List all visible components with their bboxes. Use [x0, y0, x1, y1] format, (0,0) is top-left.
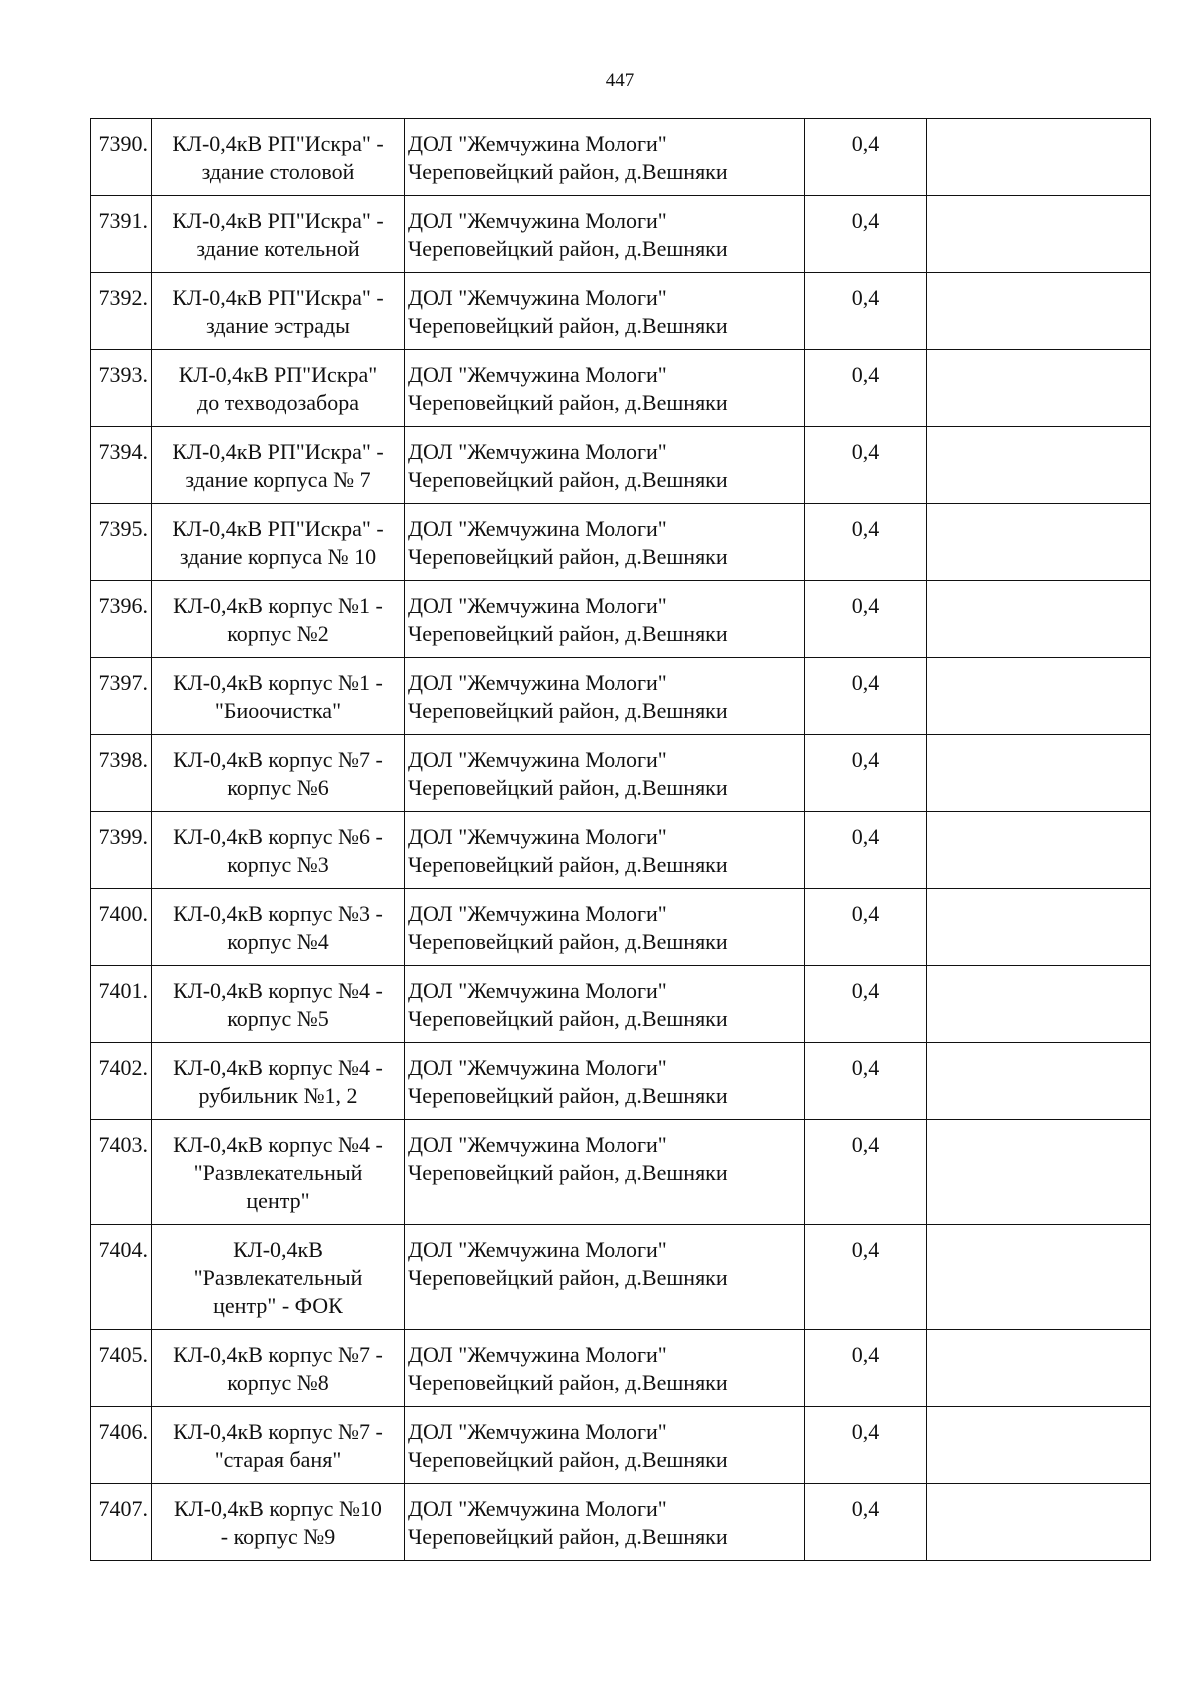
- cable-line-name: [152, 658, 405, 735]
- location-line: Череповейцкий район, д.Вешняки: [408, 544, 728, 569]
- table-row: [91, 1225, 1151, 1330]
- voltage-kv: 0,4: [805, 1120, 927, 1225]
- voltage-kv: 0,4: [805, 1043, 927, 1120]
- location: [405, 1043, 805, 1120]
- location-line: Череповейцкий район, д.Вешняки: [408, 929, 728, 954]
- table-row: [91, 273, 1151, 350]
- table-row: [91, 1043, 1151, 1120]
- table-row: [91, 1120, 1151, 1225]
- table-row: [91, 350, 1151, 427]
- cable-line-name-line: - корпус №9: [220, 1524, 336, 1549]
- cable-line-name-line: рубильник №1, 2: [198, 1083, 358, 1108]
- cable-line-name: [152, 1330, 405, 1407]
- cable-line-name: [152, 1407, 405, 1484]
- location-line: ДОЛ "Жемчужина Мологи": [408, 1237, 667, 1262]
- cable-line-name: [152, 196, 405, 273]
- table-row: [91, 504, 1151, 581]
- location: [405, 735, 805, 812]
- table-row: [91, 889, 1151, 966]
- location-line: Череповейцкий район, д.Вешняки: [408, 313, 728, 338]
- cable-line-name: [152, 119, 405, 196]
- row-number: 7392.: [91, 273, 152, 350]
- location-line: Череповейцкий район, д.Вешняки: [408, 775, 728, 800]
- row-number: 7390.: [91, 119, 152, 196]
- cable-line-name-line: КЛ-0,4кВ: [233, 1237, 323, 1262]
- empty-cell: [927, 119, 1151, 196]
- table-row: [91, 735, 1151, 812]
- empty-cell: [927, 1407, 1151, 1484]
- cable-line-name-line: "Развлекательный: [193, 1160, 363, 1185]
- cable-line-name-line: корпус №3: [227, 852, 329, 877]
- row-number: 7405.: [91, 1330, 152, 1407]
- location-line: ДОЛ "Жемчужина Мологи": [408, 901, 667, 926]
- cable-line-name-line: корпус №6: [227, 775, 329, 800]
- row-number: 7399.: [91, 812, 152, 889]
- location-line: ДОЛ "Жемчужина Мологи": [408, 1132, 667, 1157]
- row-number: 7398.: [91, 735, 152, 812]
- empty-cell: [927, 1043, 1151, 1120]
- row-number: 7402.: [91, 1043, 152, 1120]
- empty-cell: [927, 196, 1151, 273]
- empty-cell: [927, 1225, 1151, 1330]
- voltage-kv: 0,4: [805, 966, 927, 1043]
- location: [405, 427, 805, 504]
- voltage-kv: 0,4: [805, 812, 927, 889]
- cable-line-name-line: корпус №5: [227, 1006, 329, 1031]
- empty-cell: [927, 658, 1151, 735]
- voltage-kv: 0,4: [805, 119, 927, 196]
- location: [405, 1484, 805, 1561]
- cable-line-name-line: здание столовой: [201, 159, 355, 184]
- voltage-kv: 0,4: [805, 1407, 927, 1484]
- cable-line-name-line: здание корпуса № 7: [185, 467, 371, 492]
- location-line: Череповейцкий район, д.Вешняки: [408, 1265, 728, 1290]
- location-line: ДОЛ "Жемчужина Мологи": [408, 208, 667, 233]
- location-line: Череповейцкий район, д.Вешняки: [408, 236, 728, 261]
- location: [405, 812, 805, 889]
- voltage-kv: 0,4: [805, 1225, 927, 1330]
- cable-line-name-line: КЛ-0,4кВ корпус №1 -: [173, 593, 383, 618]
- cable-lines-table: [90, 118, 1151, 1561]
- cable-line-name-line: корпус №4: [227, 929, 329, 954]
- location-line: Череповейцкий район, д.Вешняки: [408, 1370, 728, 1395]
- cable-line-name-line: корпус №8: [227, 1370, 329, 1395]
- location-line: ДОЛ "Жемчужина Мологи": [408, 1496, 667, 1521]
- empty-cell: [927, 504, 1151, 581]
- voltage-kv: 0,4: [805, 196, 927, 273]
- table-row: [91, 119, 1151, 196]
- empty-cell: [927, 966, 1151, 1043]
- empty-cell: [927, 427, 1151, 504]
- location: [405, 1330, 805, 1407]
- location-line: ДОЛ "Жемчужина Мологи": [408, 516, 667, 541]
- row-number: 7401.: [91, 966, 152, 1043]
- cable-line-name: [152, 1484, 405, 1561]
- location: [405, 966, 805, 1043]
- table-body: [91, 119, 1151, 1561]
- voltage-kv: 0,4: [805, 350, 927, 427]
- location-line: Череповейцкий район, д.Вешняки: [408, 467, 728, 492]
- location-line: ДОЛ "Жемчужина Мологи": [408, 439, 667, 464]
- row-number: 7397.: [91, 658, 152, 735]
- location: [405, 196, 805, 273]
- cable-line-name-line: КЛ-0,4кВ корпус №4 -: [173, 1055, 383, 1080]
- cable-line-name-line: КЛ-0,4кВ корпус №7 -: [173, 1342, 383, 1367]
- location-line: Череповейцкий район, д.Вешняки: [408, 698, 728, 723]
- voltage-kv: 0,4: [805, 1330, 927, 1407]
- row-number: 7396.: [91, 581, 152, 658]
- location-line: Череповейцкий район, д.Вешняки: [408, 621, 728, 646]
- location: [405, 504, 805, 581]
- cable-line-name: [152, 350, 405, 427]
- location: [405, 1407, 805, 1484]
- cable-line-name: [152, 735, 405, 812]
- table-row: [91, 966, 1151, 1043]
- cable-line-name-line: центр" - ФОК: [213, 1293, 343, 1318]
- cable-line-name-line: КЛ-0,4кВ РП"Искра" -: [172, 131, 384, 156]
- cable-line-name-line: КЛ-0,4кВ РП"Искра" -: [172, 208, 384, 233]
- location-line: ДОЛ "Жемчужина Мологи": [408, 824, 667, 849]
- voltage-kv: 0,4: [805, 504, 927, 581]
- cable-line-name-line: здание котельной: [196, 236, 360, 261]
- location-line: ДОЛ "Жемчужина Мологи": [408, 362, 667, 387]
- cable-line-name: [152, 1120, 405, 1225]
- location-line: ДОЛ "Жемчужина Мологи": [408, 131, 667, 156]
- cable-line-name: [152, 1225, 405, 1330]
- row-number: 7393.: [91, 350, 152, 427]
- cable-line-name-line: КЛ-0,4кВ корпус №3 -: [173, 901, 383, 926]
- table-row: [91, 812, 1151, 889]
- cable-line-name-line: "Развлекательный: [193, 1265, 363, 1290]
- location-line: ДОЛ "Жемчужина Мологи": [408, 1419, 667, 1444]
- cable-line-name: [152, 1043, 405, 1120]
- row-number: 7404.: [91, 1225, 152, 1330]
- location-line: Череповейцкий район, д.Вешняки: [408, 1524, 728, 1549]
- cable-line-name-line: "старая баня": [214, 1447, 342, 1472]
- empty-cell: [927, 1330, 1151, 1407]
- voltage-kv: 0,4: [805, 1484, 927, 1561]
- cable-line-name-line: КЛ-0,4кВ РП"Искра" -: [172, 285, 384, 310]
- location-line: ДОЛ "Жемчужина Мологи": [408, 670, 667, 695]
- location: [405, 889, 805, 966]
- voltage-kv: 0,4: [805, 735, 927, 812]
- location-line: ДОЛ "Жемчужина Мологи": [408, 1055, 667, 1080]
- cable-line-name-line: "Биоочистка": [214, 698, 342, 723]
- empty-cell: [927, 812, 1151, 889]
- location-line: ДОЛ "Жемчужина Мологи": [408, 978, 667, 1003]
- location: [405, 581, 805, 658]
- location-line: Череповейцкий район, д.Вешняки: [408, 1160, 728, 1185]
- empty-cell: [927, 273, 1151, 350]
- cable-line-name-line: центр": [246, 1188, 310, 1213]
- voltage-kv: 0,4: [805, 889, 927, 966]
- cable-line-name-line: КЛ-0,4кВ корпус №7 -: [173, 1419, 383, 1444]
- empty-cell: [927, 1484, 1151, 1561]
- location-line: ДОЛ "Жемчужина Мологи": [408, 285, 667, 310]
- cable-line-name: [152, 581, 405, 658]
- location-line: ДОЛ "Жемчужина Мологи": [408, 747, 667, 772]
- row-number: 7400.: [91, 889, 152, 966]
- table-row: [91, 196, 1151, 273]
- cable-line-name-line: КЛ-0,4кВ корпус №10: [174, 1496, 382, 1521]
- cable-line-name: [152, 273, 405, 350]
- empty-cell: [927, 735, 1151, 812]
- table-row: [91, 427, 1151, 504]
- cable-line-name-line: до техводозабора: [197, 390, 359, 415]
- empty-cell: [927, 889, 1151, 966]
- location-line: ДОЛ "Жемчужина Мологи": [408, 593, 667, 618]
- table-row: [91, 1484, 1151, 1561]
- cable-line-name-line: КЛ-0,4кВ корпус №4 -: [173, 1132, 383, 1157]
- cable-line-name-line: здание эстрады: [206, 313, 350, 338]
- row-number: 7406.: [91, 1407, 152, 1484]
- location: [405, 658, 805, 735]
- cable-line-name-line: КЛ-0,4кВ РП"Искра": [178, 362, 378, 387]
- cable-line-name-line: здание корпуса № 10: [179, 544, 377, 569]
- table-row: [91, 1330, 1151, 1407]
- cable-line-name-line: КЛ-0,4кВ корпус №4 -: [173, 978, 383, 1003]
- location-line: Череповейцкий район, д.Вешняки: [408, 1083, 728, 1108]
- cable-line-name: [152, 889, 405, 966]
- location-line: Череповейцкий район, д.Вешняки: [408, 1447, 728, 1472]
- location: [405, 350, 805, 427]
- cable-line-name-line: КЛ-0,4кВ РП"Искра" -: [172, 516, 384, 541]
- location-line: Череповейцкий район, д.Вешняки: [408, 159, 728, 184]
- cable-line-name: [152, 966, 405, 1043]
- location-line: ДОЛ "Жемчужина Мологи": [408, 1342, 667, 1367]
- row-number: 7391.: [91, 196, 152, 273]
- voltage-kv: 0,4: [805, 581, 927, 658]
- location: [405, 1120, 805, 1225]
- voltage-kv: 0,4: [805, 658, 927, 735]
- location: [405, 1225, 805, 1330]
- voltage-kv: 0,4: [805, 427, 927, 504]
- voltage-kv: 0,4: [805, 273, 927, 350]
- cable-line-name: [152, 812, 405, 889]
- cable-line-name-line: КЛ-0,4кВ корпус №7 -: [173, 747, 383, 772]
- location-line: Череповейцкий район, д.Вешняки: [408, 852, 728, 877]
- location: [405, 273, 805, 350]
- cable-line-name: [152, 504, 405, 581]
- empty-cell: [927, 350, 1151, 427]
- cable-line-name: [152, 427, 405, 504]
- row-number: 7394.: [91, 427, 152, 504]
- cable-line-name-line: корпус №2: [227, 621, 329, 646]
- location: [405, 119, 805, 196]
- row-number: 7403.: [91, 1120, 152, 1225]
- cable-line-name-line: КЛ-0,4кВ корпус №6 -: [173, 824, 383, 849]
- row-number: 7395.: [91, 504, 152, 581]
- table-row: [91, 581, 1151, 658]
- table-row: [91, 658, 1151, 735]
- empty-cell: [927, 581, 1151, 658]
- table-row: [91, 1407, 1151, 1484]
- location-line: Череповейцкий район, д.Вешняки: [408, 390, 728, 415]
- empty-cell: [927, 1120, 1151, 1225]
- cable-line-name-line: КЛ-0,4кВ корпус №1 -: [173, 670, 383, 695]
- row-number: 7407.: [91, 1484, 152, 1561]
- page-number: 447: [605, 70, 635, 91]
- location-line: Череповейцкий район, д.Вешняки: [408, 1006, 728, 1031]
- cable-line-name-line: КЛ-0,4кВ РП"Искра" -: [172, 439, 384, 464]
